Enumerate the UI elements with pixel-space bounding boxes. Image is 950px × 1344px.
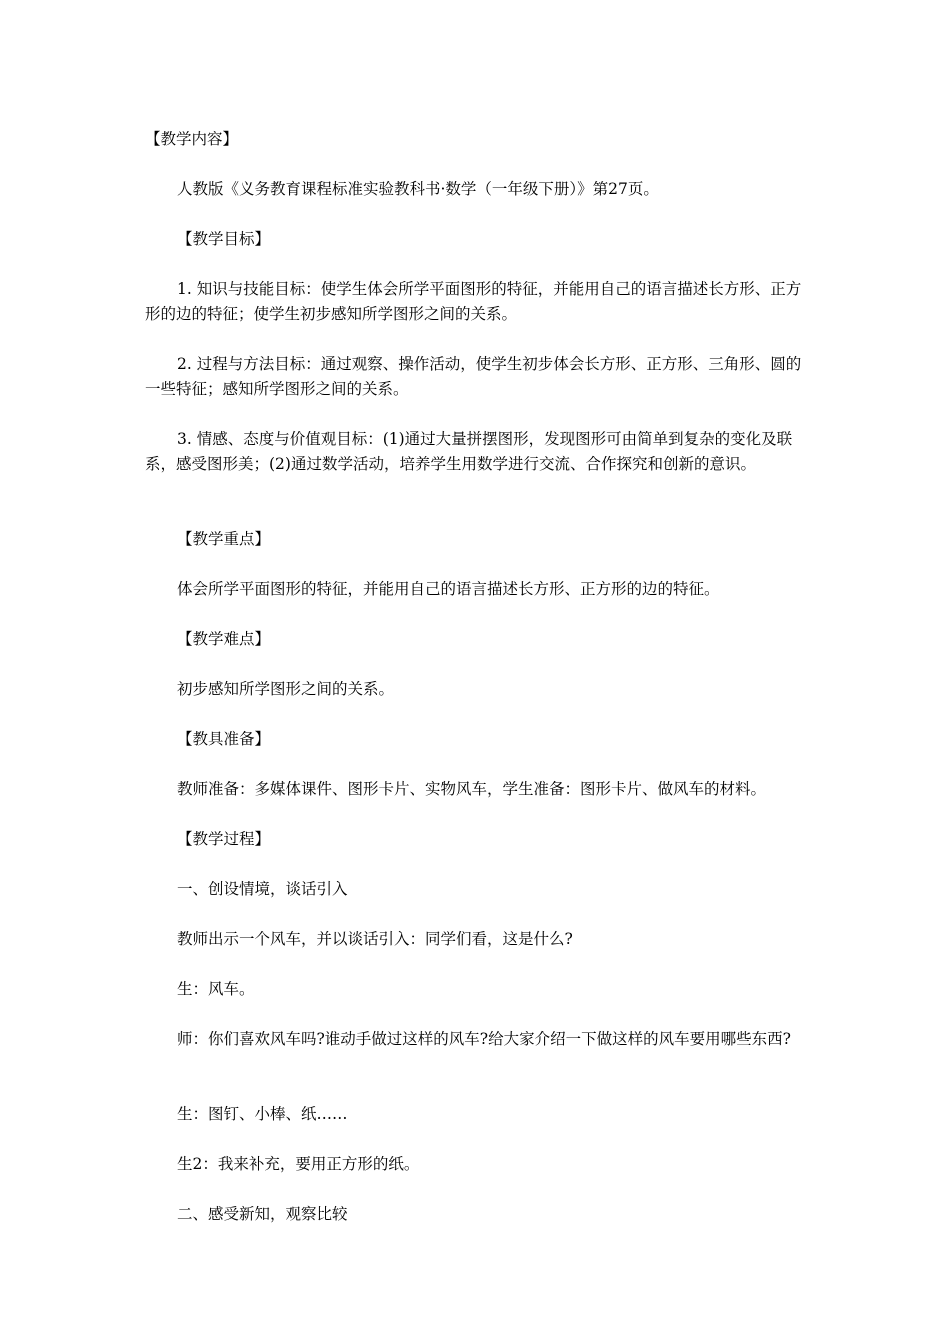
paragraph-student-answer: 生：风车。: [177, 980, 255, 998]
paragraph-student-2: 生2：我来补充，要用正方形的纸。: [177, 1155, 420, 1173]
paragraph-textbook-reference: 人教版《义务教育课程标准实验教科书·数学（一年级下册）》第27页。: [177, 180, 659, 198]
heading-key-points: 【教学重点】: [177, 530, 271, 548]
paragraph-student-materials: 生：图钉、小棒、纸……: [177, 1105, 348, 1123]
heading-teaching-content: 【教学内容】: [145, 130, 239, 148]
heading-teaching-aids: 【教具准备】: [177, 730, 271, 748]
paragraph-goal-3: 3. 情感、态度与价值观目标：(1)通过大量拼摆图形，发现图形可由简单到复杂的变化及联系，感受图形美；(2)通过数学活动，培养学生用数学进行交流、合作探究和创新的意识。: [145, 430, 793, 473]
section-1-title: 一、创设情境，谈话引入: [177, 880, 348, 898]
heading-difficulties: 【教学难点】: [177, 630, 271, 648]
paragraph-teacher-shows-windmill: 教师出示一个风车，并以谈话引入：同学们看，这是什么?: [177, 930, 573, 948]
paragraph-teaching-aids: 教师准备：多媒体课件、图形卡片、实物风车，学生准备：图形卡片、做风车的材料。: [177, 780, 767, 798]
paragraph-goal-2: 2. 过程与方法目标：通过观察、操作活动，使学生初步体会长方形、正方形、三角形、圆的一些特征；感知所学图形之间的关系。: [145, 355, 802, 398]
paragraph-teacher-question: 师：你们喜欢风车吗?谁动手做过这样的风车?给大家介绍一下做这样的风车要用哪些东西?: [177, 1030, 791, 1048]
heading-teaching-process: 【教学过程】: [177, 830, 271, 848]
paragraph-goal-1: 1. 知识与技能目标：使学生体会所学平面图形的特征，并能用自己的语言描述长方形、正方形的边的特征；使学生初步感知所学图形之间的关系。: [145, 280, 802, 323]
paragraph-difficulties: 初步感知所学图形之间的关系。: [177, 680, 395, 698]
section-2-title: 二、感受新知，观察比较: [177, 1205, 348, 1223]
heading-teaching-goals: 【教学目标】: [177, 230, 271, 248]
paragraph-key-points: 体会所学平面图形的特征，并能用自己的语言描述长方形、正方形的边的特征。: [177, 580, 720, 598]
